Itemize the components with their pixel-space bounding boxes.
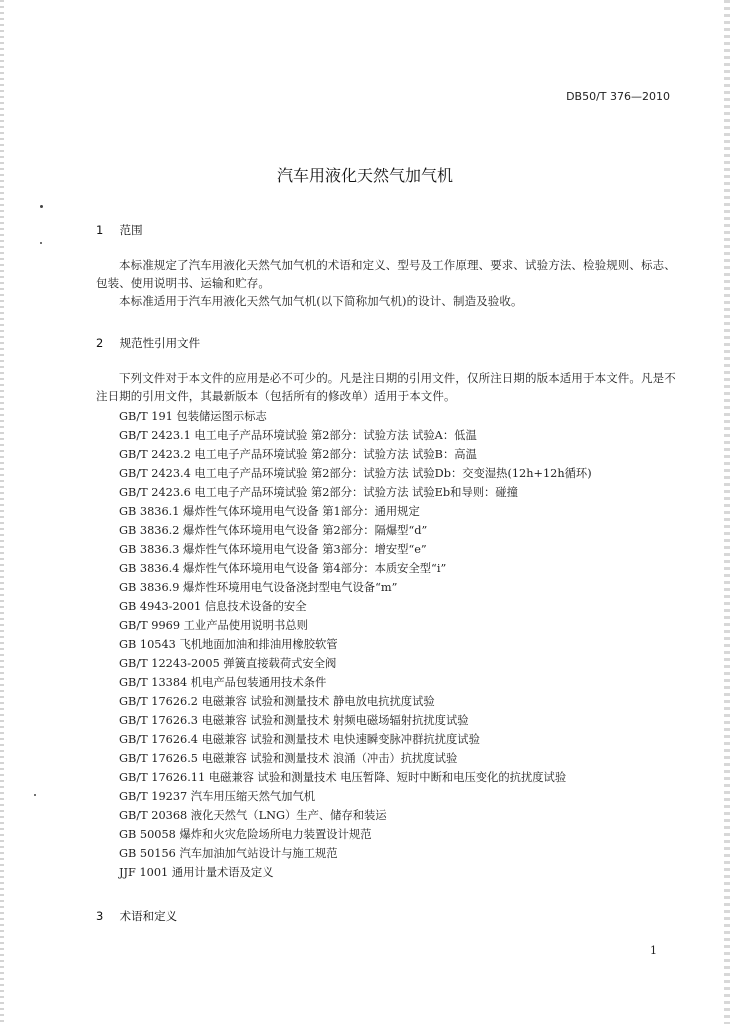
- section-number: 2: [96, 336, 104, 350]
- reference-item: GB/T 17626.11 电磁兼容 试验和测量技术 电压暂降、短时中断和电压变化的抗扰度试验: [119, 771, 567, 784]
- reference-item: GB 10543 飞机地面加油和排油用橡胶软管: [119, 638, 338, 651]
- section-1-heading: [96, 222, 143, 238]
- document-title: 汽车用液化天然气加气机: [276, 166, 453, 185]
- reference-item: GB/T 2423.1 电工电子产品环境试验 第2部分：试验方法 试验A：低温: [119, 429, 477, 442]
- section-number: 3: [96, 909, 104, 923]
- reference-item: GB/T 2423.6 电工电子产品环境试验 第2部分：试验方法 试验Eb和导则：碰撞: [119, 486, 518, 499]
- paragraph: 本标准规定了汽车用液化天然气加气机的术语和定义、型号及工作原理、要求、试验方法、检验规则、标志、包装、使用说明书、运输和贮存。: [96, 258, 676, 290]
- reference-item: JJF 1001 通用计量术语及定义: [119, 866, 274, 879]
- reference-item: GB 3836.1 爆炸性气体环境用电气设备 第1部分：通用规定: [119, 505, 420, 518]
- reference-item: GB/T 12243-2005 弹簧直接载荷式安全阀: [119, 657, 337, 670]
- scan-edge-left: [0, 0, 4, 1024]
- reference-item: GB 3836.4 爆炸性气体环境用电气设备 第4部分：本质安全型“i”: [119, 562, 447, 575]
- reference-item: GB 3836.3 爆炸性气体环境用电气设备 第3部分：增安型“e”: [119, 543, 427, 556]
- reference-item: GB 4943-2001 信息技术设备的安全: [119, 600, 307, 613]
- section-title: 规范性引用文件: [119, 336, 201, 350]
- reference-item: GB/T 17626.2 电磁兼容 试验和测量技术 静电放电抗扰度试验: [119, 695, 435, 708]
- reference-item: GB/T 17626.4 电磁兼容 试验和测量技术 电快速瞬变脉冲群抗扰度试验: [119, 733, 480, 746]
- scan-edge-right: [724, 0, 730, 1024]
- reference-item: GB/T 17626.3 电磁兼容 试验和测量技术 射频电磁场辐射抗扰度试验: [119, 714, 469, 727]
- reference-item: GB/T 17626.5 电磁兼容 试验和测量技术 浪涌（冲击）抗扰度试验: [119, 752, 458, 765]
- section-title: 范围: [119, 223, 143, 237]
- page-number: 1: [650, 944, 657, 957]
- section-2-body: [96, 369, 676, 405]
- reference-item: GB/T 13384 机电产品包装通用技术条件: [119, 676, 327, 689]
- section-1-body: [96, 256, 676, 310]
- reference-item: GB/T 9969 工业产品使用说明书总则: [119, 619, 308, 632]
- reference-item: GB 3836.2 爆炸性气体环境用电气设备 第2部分：隔爆型“d”: [119, 524, 428, 537]
- reference-item: GB/T 2423.4 电工电子产品环境试验 第2部分：试验方法 试验Db：交变湿热(12h+12h循环): [119, 467, 592, 480]
- reference-item: GB/T 2423.2 电工电子产品环境试验 第2部分：试验方法 试验B：高温: [119, 448, 477, 461]
- reference-item: GB 3836.9 爆炸性环境用电气设备浇封型电气设备“m”: [119, 581, 398, 594]
- reference-item: GB 50156 汽车加油加气站设计与施工规范: [119, 847, 338, 860]
- section-title: 术语和定义: [119, 909, 178, 923]
- reference-list: [119, 407, 592, 882]
- paragraph: 下列文件对于本文件的应用是必不可少的。凡是注日期的引用文件，仅所注日期的版本适用于本文件。凡是不注日期的引用文件，其最新版本（包括所有的修改单）适用于本文件。: [96, 371, 676, 403]
- section-3-heading: [96, 908, 177, 924]
- reference-item: GB/T 19237 汽车用压缩天然气加气机: [119, 790, 316, 803]
- section-2-heading: [96, 335, 200, 351]
- paragraph: 本标准适用于汽车用液化天然气加气机(以下简称加气机)的设计、制造及验收。: [119, 294, 523, 308]
- document-code: DB50/T 376—2010: [566, 90, 670, 103]
- reference-item: GB/T 20368 液化天然气（LNG）生产、储存和装运: [119, 809, 387, 822]
- section-number: 1: [96, 223, 104, 237]
- reference-item: GB 50058 爆炸和火灾危险场所电力装置设计规范: [119, 828, 372, 841]
- reference-item: GB/T 191 包装储运图示标志: [119, 410, 267, 423]
